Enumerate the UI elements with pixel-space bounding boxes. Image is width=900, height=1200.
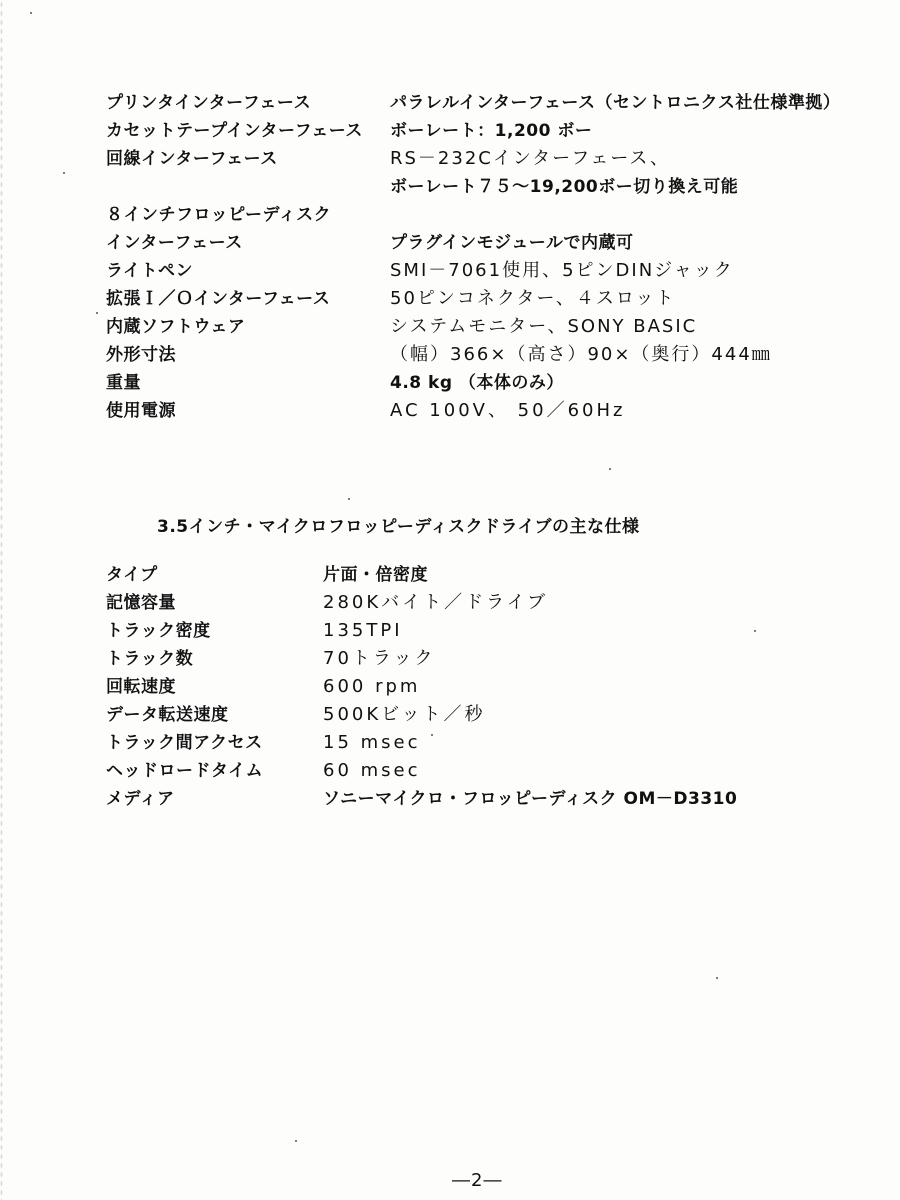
spec-value: システムモニター、SONY BASIC xyxy=(390,316,698,337)
scan-speck xyxy=(63,172,65,174)
spec-value: 60 msec xyxy=(323,760,421,781)
scan-speck xyxy=(348,498,350,500)
spec-label: 記憶容量 xyxy=(106,593,176,613)
spec-value: パラレルインターフェース（セントロニクス社仕様準拠） xyxy=(390,93,841,113)
spec-label: カセットテープインターフェース xyxy=(106,121,363,141)
spec-label: トラック数 xyxy=(106,649,194,669)
spec-value: 280Kバイト／ドライブ xyxy=(323,592,549,613)
scan-speck xyxy=(96,312,98,314)
spec-value: ボーレート７５～19,200ボー切り換え可能 xyxy=(390,177,739,197)
spec-label: プリンタインターフェース xyxy=(106,93,312,113)
spec-value: RS－232Cインターフェース、 xyxy=(390,148,670,169)
spec-label: 回転速度 xyxy=(106,677,176,697)
spec-value: プラグインモジュールで内蔵可 xyxy=(390,233,634,253)
spec-label: 使用電源 xyxy=(106,401,176,421)
spec-value: ソニーマイクロ・フロッピーディスク OM－D3310 xyxy=(323,789,738,809)
scan-edge-marks xyxy=(0,0,3,1200)
spec-label: 内蔵ソフトウェア xyxy=(106,317,246,337)
spec-label: ライトペン xyxy=(106,261,193,281)
spec-value: （幅）366×（高さ）90×（奥行）444㎜ xyxy=(390,344,772,365)
spec-label: ヘッドロードタイム xyxy=(106,761,264,781)
spec-label: タイプ xyxy=(106,565,158,585)
spec-value: 4.8 kg （本体のみ） xyxy=(390,373,564,393)
scan-speck xyxy=(431,734,433,736)
spec-value: 135TPI xyxy=(323,620,403,641)
spec-label: 拡張Ｉ／Ｏインターフェース xyxy=(106,289,331,309)
spec-value: 600 rpm xyxy=(323,676,421,697)
spec-label: トラック密度 xyxy=(106,621,211,641)
spec-value: AC 100V、 50／60Hz xyxy=(390,400,626,421)
scan-speck xyxy=(716,977,718,979)
scan-speck xyxy=(609,468,611,470)
spec-label: ８インチフロッピーディスク xyxy=(106,205,332,225)
spec-label: 回線インターフェース xyxy=(106,149,278,169)
spec-value: 500Kビット／秒 xyxy=(323,704,486,725)
section-title: 3.5インチ・マイクロフロッピーディスクドライブの主な仕様 xyxy=(157,517,640,537)
scan-speck xyxy=(30,12,32,14)
spec-label: トラック間アクセス xyxy=(106,733,263,753)
page-number: ―2― xyxy=(452,1170,503,1191)
spec-value: 片面・倍密度 xyxy=(323,565,428,585)
spec-label: 外形寸法 xyxy=(106,345,176,365)
scan-speck xyxy=(295,1140,297,1142)
spec-value: 15 msec xyxy=(323,732,421,753)
spec-label: 重量 xyxy=(106,373,141,393)
spec-label: メディア xyxy=(106,789,175,809)
spec-value: 70トラック xyxy=(323,648,436,669)
spec-label: インターフェース xyxy=(106,233,243,253)
spec-label: データ転送速度 xyxy=(106,705,229,725)
spec-value: 50ピンコネクター、４スロット xyxy=(390,288,676,309)
spec-value: SMI－7061使用、5ピンDINジャック xyxy=(390,260,734,281)
scan-speck xyxy=(754,630,756,632)
spec-value: ボーレート：1,200 ボー xyxy=(390,121,593,141)
